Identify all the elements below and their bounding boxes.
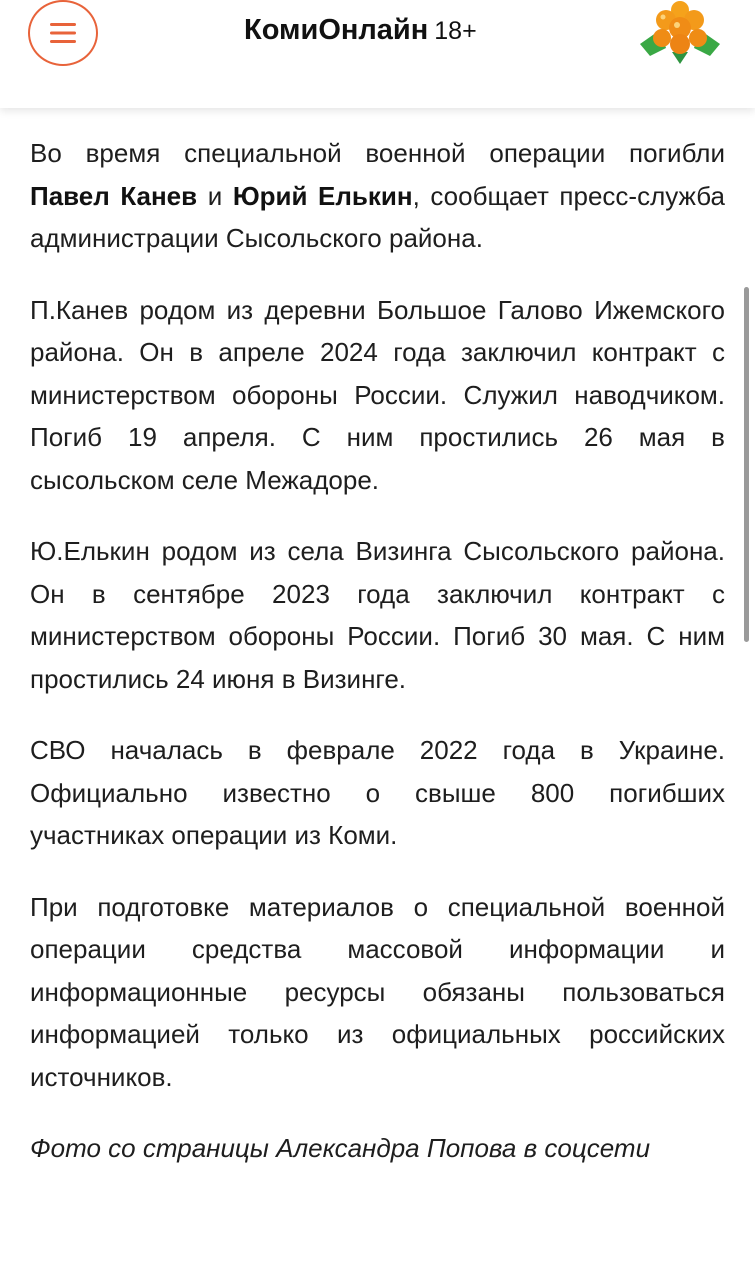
site-brand[interactable]: [244, 14, 477, 58]
article-paragraph: СВО началась в феврале 2022 года в Украине. Официально известно о свыше 800 погибших участниках операции из Коми.: [30, 735, 725, 850]
person-name: Юрий Елькин: [232, 180, 413, 211]
age-rating-badge: 18+: [434, 17, 477, 45]
article-paragraph: При подготовке материалов о специальной военной операции средства массовой информации и информационные ресурсы обязаны пользоваться информацией только из официальных российских источников.: [30, 891, 725, 1092]
text: , сообщает пресс-служба администрации Сысольского района.: [30, 180, 725, 253]
cloudberry-logo-icon[interactable]: [632, 0, 728, 66]
article-body: [30, 132, 725, 1199]
hamburger-menu-icon: [49, 22, 77, 44]
person-name: Павел Канев: [30, 180, 198, 211]
site-header: [0, 0, 755, 108]
brand-name[interactable]: КомиОнлайн: [244, 14, 429, 46]
page-scrollbar[interactable]: [744, 287, 749, 642]
text: и: [197, 180, 233, 211]
menu-button[interactable]: [28, 0, 98, 66]
text: Во время специальной военной операции погибли: [30, 138, 725, 168]
article-paragraph: Ю.Елькин родом из села Визинга Сысольского района. Он в сентябре 2023 года заключил контракт с министерством обороны России. Погиб 30 мая. С ним простились 24 июня в Визинге.: [30, 536, 725, 694]
photo-caption: Фото со страницы Александра Попова в соцсети: [30, 1133, 651, 1163]
article-paragraph: [30, 132, 725, 260]
article-paragraph: П.Канев родом из деревни Большое Галово Ижемского района. Он в апреле 2024 года заключил контракт с министерством обороны России. Служил наводчиком. Погиб 19 апреля. С ним простились 26 мая в сысольском селе Межадоре.: [30, 294, 725, 495]
